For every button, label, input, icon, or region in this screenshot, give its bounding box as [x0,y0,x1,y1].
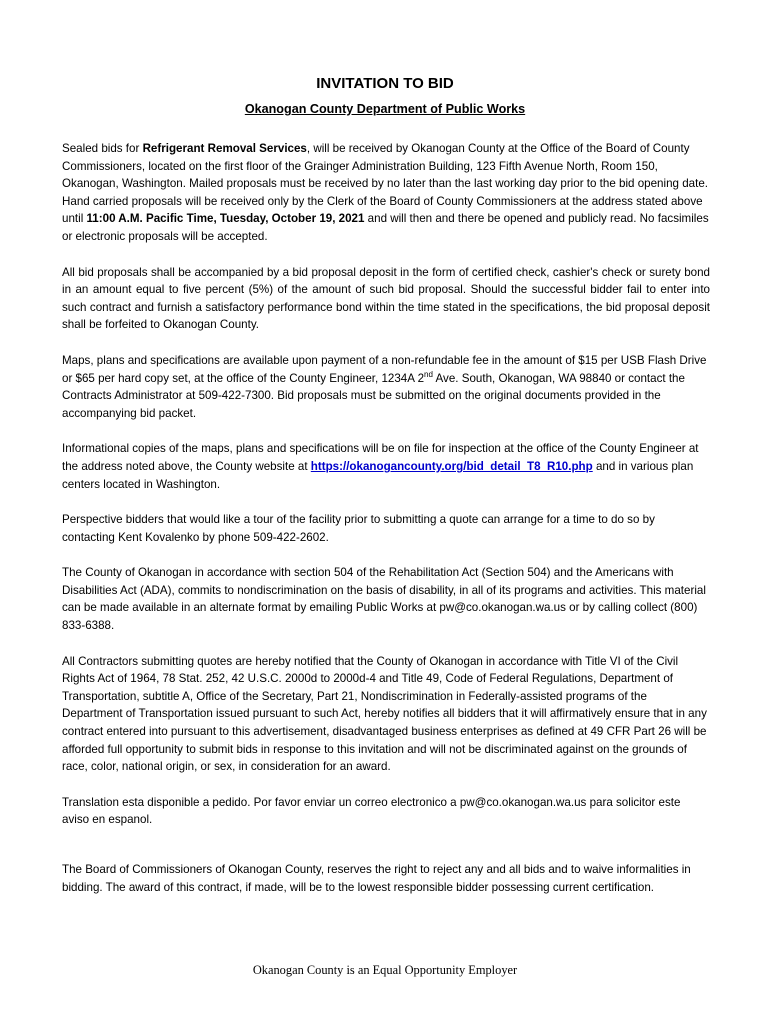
paragraph-translation: Translation esta disponible a pedido. Por favor enviar un correo electronico a pw@co.okanogan.wa.us para solicitor este aviso en espanol. [62,795,681,827]
bid-deadline: 11:00 A.M. Pacific Time, Tuesday, October 19, 2021 [86,212,365,226]
county-website-link[interactable]: https://okanogancounty.org/bid_detail_T8_R10.php [310,459,593,473]
p4-text-a: Informational copies of the maps, plans and specifications will be on file for inspection at the office of the County Engineer at the address noted above, the County website at [62,442,699,473]
paragraph-sealed-bids [62,140,710,246]
paragraph-bid-deposit: All bid proposals shall be accompanied by a bid proposal deposit in the form of certified check, cashier's check or surety bond in an amount equal to five percent (5%) of the amount of such bid proposal. Should the successful bidder fail to enter into such contract and furnish a satisfactory performance bond within the time stated in the specifications, the bid proposal deposit shall be forfeited to Okanogan County. [62,265,710,332]
document-body [62,140,710,914]
paragraph-board-rights: The Board of Commissioners of Okanogan County, reserves the right to reject any and all bids and to waive informalities in bidding. The award of this contract, if made, will be to the lowest responsible bidder possessing current certification. [62,863,691,894]
document-title: INVITATION TO BID [316,75,454,92]
ordinal-suffix: nd [424,369,433,379]
p1-text-b: , will be received by Okanogan County at the Office of the Board of County Commissioners, located on the first floor of the Grainger Administration Building, 123 Fifth Avenue North, Room 150, Okanogan, Washington. Mailed proposals must be received by no later than the last working day prior to the bid opening date. Hand carried proposals will be received only by the Clerk of the Board of County Commissioners at the address stated above until [62,142,708,226]
p1-text-a: Sealed bids for [62,142,143,155]
paragraph-maps-plans [62,352,710,422]
p1-text-c: and will then and there be opened and publicly read. No facsimiles or electronic proposals will be accepted. [62,212,709,243]
p3-text-a: Maps, plans and specifications are available upon payment of a non-refundable fee in the amount of $15 per USB Flash Drive or $65 per hard copy set, at the office of the County Engineer, 1234A 2 [62,353,707,385]
paragraph-facility-tour: Perspective bidders that would like a tour of the facility prior to submitting a quote can arrange for a time to do so by contacting Kent Kovalenko by phone 509-422-2602. [62,513,655,544]
paragraph-ada-notice: The County of Okanogan in accordance with section 504 of the Rehabilitation Act (Section 504) and the Americans with Disabilities Act (ADA), commits to nondiscrimination on the basis of disability, in all of its programs and activities. This material can be made available in an alternate format by emailing Public Works at pw@co.okanogan.wa.us or by calling collect (800) 833-6388. [62,566,706,633]
equal-opportunity-footer: Okanogan County is an Equal Opportunity Employer [252,963,518,977]
paragraph-title-vi-notice: All Contractors submitting quotes are hereby notified that the County of Okanogan in accordance with Title VI of the Civil Rights Act of 1964, 78 Stat. 252, 42 U.S.C. 2000d to 2000d-4 and Title 49, Code of Federal Regulations, Department of Transportation, subtitle A, Office of the Secretary, Part 21, Nondiscrimination in Federally-assisted programs of the Department of Transportation issued pursuant to such Act, hereby notifies all bidders that it will affirmatively ensure that in any contract entered into pursuant to this advertisement, disadvantaged business enterprises as defined at 49 CFR Part 26 will be afforded full opportunity to submit bids in response to this invitation and will not be discriminated against on the grounds of race, color, national origin, or sex, in consideration for an award. [62,654,707,774]
paragraph-informational-copies [62,440,710,493]
service-name: Refrigerant Removal Services [142,142,307,155]
document-subtitle: Okanogan County Department of Public Works [244,102,526,116]
p3-text-b: Ave. South, Okanogan, WA 98840 or contact the Contracts Administrator at 509-422-7300. Bid proposals must be submitted on the original documents provided in the accompanying bid packet. [62,371,685,420]
p4-text-b: and in various plan centers located in Washington. [62,459,694,491]
